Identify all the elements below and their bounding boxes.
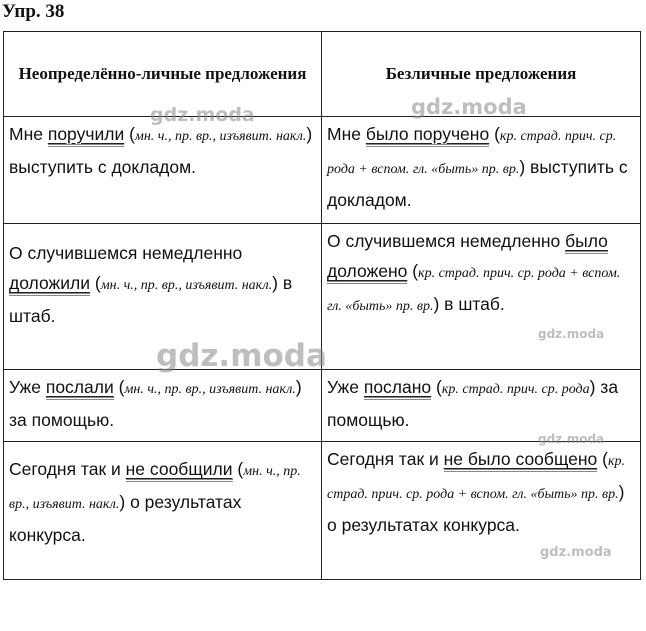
- exercise-title: Упр. 38: [2, 1, 65, 22]
- open-paren: (: [232, 459, 244, 479]
- open-paren: (: [489, 124, 500, 144]
- table-cell: [4, 117, 322, 224]
- sentence-start: Мне: [327, 124, 366, 144]
- open-paren: (: [113, 377, 125, 397]
- table-row: [4, 117, 641, 224]
- table-cell: [4, 224, 322, 370]
- table-row: [4, 224, 641, 370]
- predicate: не было сообщено: [444, 449, 598, 472]
- table-cell: [322, 442, 641, 580]
- close-paren: ): [589, 377, 596, 397]
- open-paren: (: [407, 261, 419, 281]
- watermark: gdz.moda: [411, 95, 527, 119]
- close-paren: ): [306, 124, 313, 144]
- sentence-start: Сегодня так и: [9, 459, 126, 479]
- watermark: gdz.moda: [156, 338, 327, 374]
- predicate: послали: [46, 377, 114, 400]
- grammar-note: кр. страд. прич. ср. рода + вспом. гл. «быть» пр. вр.: [327, 454, 626, 502]
- sentence-end: в штаб.: [9, 273, 293, 326]
- sentence-start: Мне: [9, 124, 48, 144]
- predicate: не сообщили: [126, 459, 233, 482]
- header-row: [4, 32, 641, 117]
- sentence-start: О случившемся немедленно: [327, 231, 566, 251]
- sentence-end: за помощью.: [9, 410, 115, 430]
- table-cell: [322, 370, 641, 442]
- predicate: было доложено: [327, 231, 608, 284]
- column-header-impersonal: Безличные предложения: [322, 32, 641, 117]
- watermark: gdz.moda: [150, 104, 255, 126]
- table-row: [4, 442, 641, 580]
- sentence-start: О случившемся немедленно: [9, 243, 243, 263]
- table-cell: [322, 117, 641, 224]
- grammar-note: мн. ч., пр. вр., изъявит. накл.: [124, 382, 296, 397]
- sentence-end: о результатах конкурса.: [9, 492, 242, 545]
- grammar-note: мн. ч., пр. вр., изъявит. накл.: [134, 129, 307, 144]
- sentence-start: Сегодня так и: [327, 449, 444, 469]
- sentence-start: Уже: [327, 377, 364, 397]
- watermark: gdz.moda: [538, 327, 605, 341]
- close-paren: ): [295, 377, 302, 397]
- predicate: доложили: [9, 273, 90, 296]
- table-cell: [4, 442, 322, 580]
- grammar-note: мн. ч., пр. вр., изъявит. накл.: [100, 278, 273, 293]
- predicate: послано: [364, 377, 431, 400]
- column-header-indefinite-personal: Неопределённо-личные предложения: [4, 32, 322, 117]
- table-cell: [322, 224, 641, 370]
- grammar-note: кр. страд. прич. ср. рода: [441, 382, 590, 397]
- close-paren: ): [519, 157, 526, 177]
- open-paren: (: [597, 449, 608, 469]
- close-paren: ): [119, 492, 126, 512]
- close-paren: ): [272, 273, 278, 293]
- comparison-table: [3, 31, 641, 580]
- open-paren: (: [431, 377, 442, 397]
- close-paren: ): [433, 294, 440, 314]
- table-row: [4, 370, 641, 442]
- sentence-end: в штаб.: [439, 294, 505, 314]
- sentence-end: выступить с докладом.: [9, 157, 197, 177]
- open-paren: (: [124, 124, 135, 144]
- grammar-note: мн. ч., пр. вр., изъявит. накл.: [9, 464, 301, 512]
- grammar-note: кр. страд. прич. ср. рода + вспом. гл. «быть» пр. вр.: [327, 266, 621, 314]
- predicate: поручили: [48, 124, 124, 147]
- grammar-note: кр. страд. прич. ср. рода + вспом. гл. «быть» пр. вр.: [327, 129, 617, 177]
- close-paren: ): [618, 482, 625, 502]
- table-cell: [4, 370, 322, 442]
- sentence-end: выступить с докладом.: [327, 157, 628, 210]
- sentence-end: о результатах конкурса.: [327, 515, 520, 535]
- sentence-start: Уже: [9, 377, 46, 397]
- sentence-end: за помощью.: [327, 377, 619, 430]
- predicate: было поручено: [366, 124, 489, 147]
- watermark: gdz.moda: [540, 545, 612, 560]
- open-paren: (: [89, 273, 101, 293]
- watermark: gdz.moda: [538, 432, 605, 446]
